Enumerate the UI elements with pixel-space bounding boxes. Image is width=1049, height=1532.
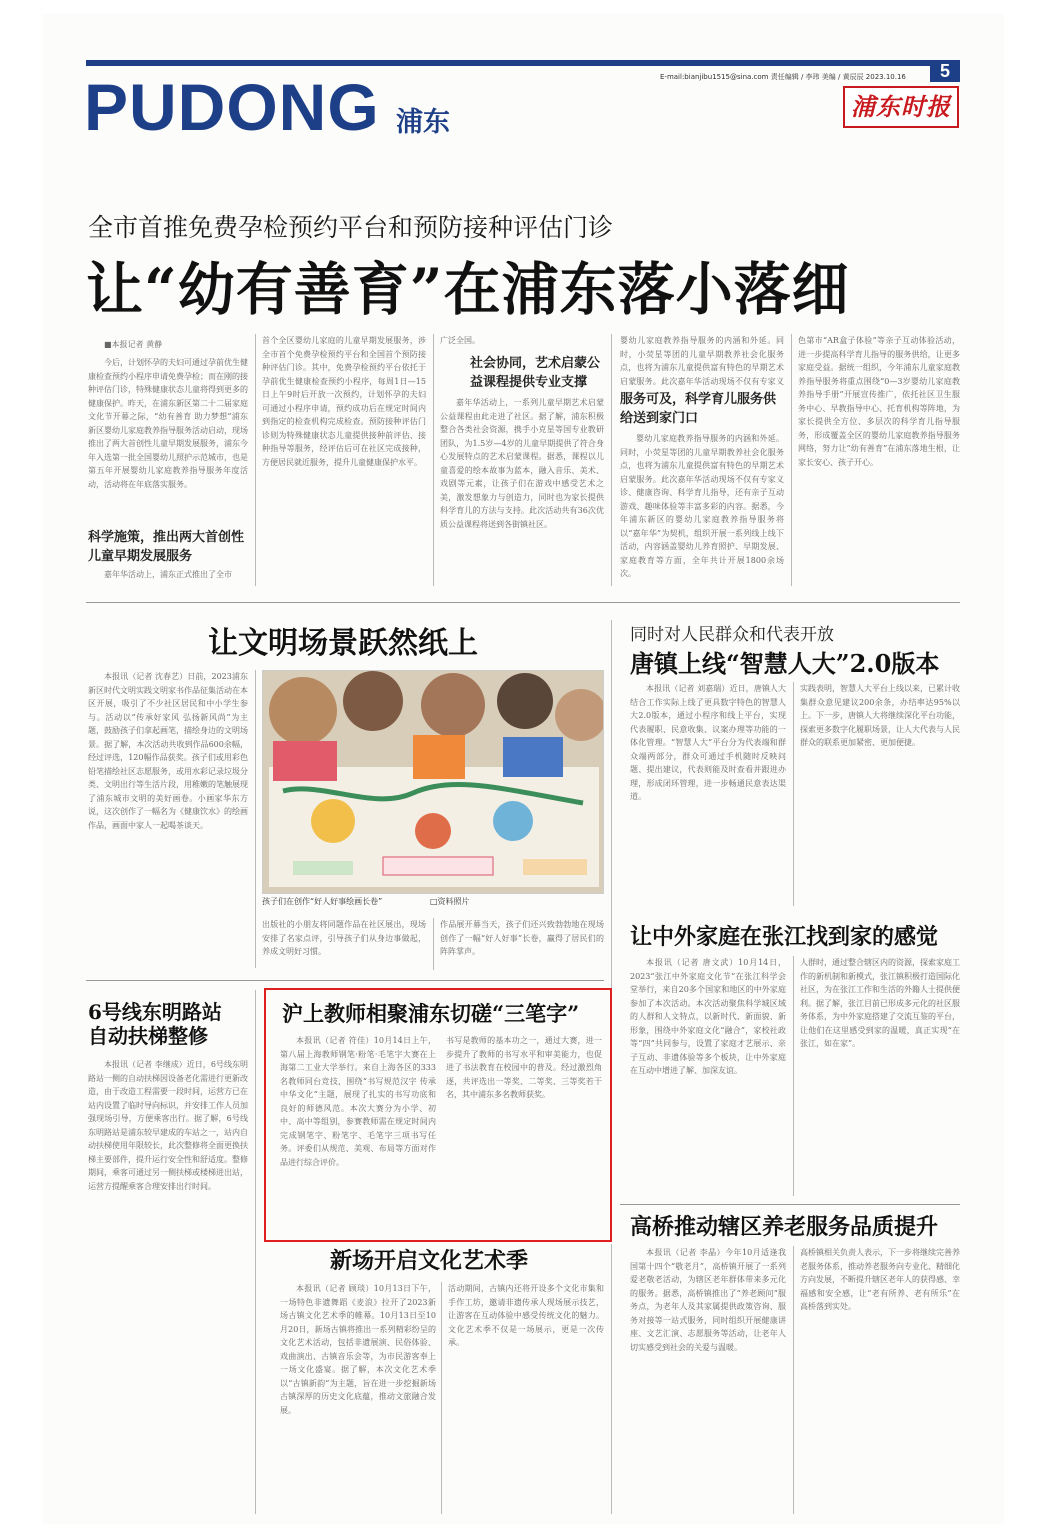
civilization-body: 本报讯（记者 沈春艺）日前，2023浦东新区时代文明实践文明家书作品征集活动在本区开展，吸引了不少社区居民和中小学生参与。活动以“传承好家风 弘扬新风尚”为主题，鼓励孩子们拿起画笔，描绘身边的文明场景。据了解，本次活动共收到作品600余幅，经过评选，120幅作品获奖。孩子们或用彩色铅笔描绘社区志愿服务，或用水彩记录垃圾分类、文明出行等生活片段，用稚嫩的笔触展现了浦东城市文明的美好画卷。小画家华东方说，这次创作了一幅名为《健康饮水》的绘画作品，画面中家人一起喝茶谈天。 (88, 672, 248, 830)
line6-headline-1: 6号线东明路站 (88, 1000, 222, 1024)
lead-subhead-2: 社会协同，艺术启蒙公益课程提供专业支撑 (470, 356, 601, 390)
xinchang-body: 本报讯（记者 顾琰）10月13日下午，一场特色非遗舞蹈《麦浪》拉开了2023新场古镇文化艺术季的帷幕。10月13日至10月20日，新场古镇将推出一系列精彩纷呈的文化艺术活动，包括非遗展演、民俗体验、戏曲演出、古镇音乐会等，为市民游客奉上一场文化盛宴。据了解，本次文化艺术季以“古镇新韵”为主题，旨在进一步挖掘新场古镇深厚的历史文化底蕴，推动文旅融合发展。 (280, 1284, 436, 1415)
section-divider (86, 602, 960, 603)
column-divider (793, 682, 794, 906)
teachers-headline: 沪上教师相聚浦东切磋“三笔字” (282, 1001, 580, 1026)
lead-col4: 婴幼儿家庭教养指导服务的内涵和外延。同时，小荧星等团的儿童早期教养社会化服务点，也将为浦东儿童提供富有特色的早期艺术启蒙服务。此次嘉年华活动现场不仅有专家义 (620, 336, 784, 386)
page-number: 5 (930, 60, 960, 82)
column-divider (255, 670, 256, 968)
column-divider (791, 334, 792, 586)
photo-illustration (263, 671, 604, 894)
xinchang-headline: 新场开启文化艺术季 (330, 1248, 529, 1274)
lead-col5: 色第市“AR盒子体验”等亲子互动体验活动，进一步提高科学育儿指导的服务供给，让更多家庭受益。据统一组织，今年浦东儿童家庭教养指导服务将重点围绕“0—3岁婴幼儿家庭教养指导手册”开展宣传推广，依托社区卫生服务中心、早教指导中心、托育机构等阵地，为家长提供全方位、多层次的科学育儿指导服务，形成覆盖全区的婴幼儿家庭教养指导服务网络，努力让“幼有善育”在浦东落地生根，让家长安心、孩子开心。 (798, 336, 960, 467)
photo-caption: 孩子们在创作“好人好事绘画长卷” (262, 897, 383, 906)
lead-col2: 首个全区婴幼儿家庭的儿童早期发展服务，涉全市首个免费孕检预约平台和全国首个预防接种评估门诊。其中，免费孕检预约平台依托于孕前优生健康检查预约小程序，每周1日—15日上午9时后开放一次预约，计划怀孕的夫妇可通过小程序申请，预约成功后在规定时间内到指定的检查机构完成检查。预防接种评估门诊则为特殊健康状态儿童提供接种前评估、接种指导等服务，经评估后可在社区完成接种，方便居民就近服务，提升儿童健康保护水平。 (262, 336, 426, 467)
lead-col1b: 嘉年华活动上，浦东正式推出了全市 (104, 570, 232, 579)
line6-headline-2: 自动扶梯整修 (88, 1024, 208, 1048)
column-divider (441, 1282, 442, 1514)
lead-col1: 今后，计划怀孕的夫妇可通过孕前优生健康检查预约小程序申请免费孕检；而在刚的接种评估门诊，特殊健康状态儿童将得到更多的健康保护。昨天，在浦东新区第二十二届家庭文化节开幕之际，“幼有善育 助力梦想”浦东新区婴幼儿家庭教养指导服务活动启动，现场推出了两大首创性儿童早期发展服务，浦东今年入选第一批全国婴幼儿照护示范城市，也是第五年开展婴幼儿家庭教养指导服务年度活动，活动将在年底落实服务。 (88, 358, 248, 489)
column-divider (255, 334, 256, 586)
column-divider (433, 334, 434, 586)
column-divider (793, 1246, 794, 1514)
photo-caption-row (262, 896, 604, 907)
elderly-headline: 高桥推动辖区养老服务品质提升 (630, 1214, 939, 1240)
teachers-body: 本报讯（记者 符佳）10月14日上午，第八届上海教师钢笔·粉笔·毛笔字大赛在上海第二工业大学举行。来自上海各区的333名教师同台竞技，围绕“书写规范汉字 传承中华文化”主题，展现了扎实的书写功底和良好的师德风范。本次大赛分为小学、初中、高中等组别，参赛教师需在规定时间内完成钢笔字、粉笔字、毛笔字三项书写任务。评委们从规范、美观、布局等方面对作品进行综合评价。 (280, 1036, 436, 1167)
section-divider (86, 980, 604, 981)
zhangjiang-body2: 人群时，通过整合辖区内的资源，探索家庭工作的新机制和新模式，张江镇积极打造国际化社区，为在张江工作和生活的外籍人士提供便利。据了解，张江目前已形成多元化的社区服务体系，为中外家庭搭建了交流互鉴的平台，让他们在这里感受到家的温暖，真正实现“在张江，如在家”。 (800, 958, 960, 1048)
lead-headline: 让“幼有善育”在浦东落小落细 (86, 256, 850, 323)
teachers-body2: 书写是教师的基本功之一，通过大赛，进一步提升了教师的书写水平和审美能力，也促进了书法教育在校园中的普及。经过激烈角逐，共评选出一等奖、二等奖、三等奖若干名，其中浦东多名教师获奖。 (446, 1036, 602, 1099)
lead-subhead-1: 科学施策，推出两大首创性儿童早期发展服务 (88, 530, 245, 564)
elderly-body: 本报讯（记者 李晶）今年10月适逢我国第十四个“敬老月”，高桥镇开展了一系列爱老敬老活动，为辖区老年群体带来多元化的服务。据悉，高桥镇推出了“养老顾问”服务点，为老年人及其家属提供政策咨询、服务对接等一站式服务，同时组织开展健康讲座、文艺汇演、志愿服务等活动，让老年人切实感受到社会的关爱与温暖。 (630, 1248, 786, 1352)
column-divider (433, 918, 434, 970)
column-divider (611, 1244, 612, 1514)
masthead-rule (86, 60, 960, 66)
column-divider (611, 334, 612, 586)
elderly-body2: 高桥镇相关负责人表示，下一步将继续完善养老服务体系，推动养老服务向专业化、精细化方向发展，不断提升辖区老年人的获得感、幸福感和安全感，让“老有所养、老有所乐”在高桥落到实处。 (800, 1248, 960, 1311)
lead-col4b: 婴幼儿家庭教养指导服务的内涵和外延。同时，小荧星等团的儿童早期教养社会化服务点，也将为浦东儿童提供富有特色的早期艺术启蒙服务。此次嘉年华活动现场不仅有专家义诊、健康咨询、科学育儿指导，还有亲子互动游戏、趣味体验等丰富多彩的内容。据悉，今年浦东新区的婴幼儿家庭教养指导服务将以“嘉年华”为契机，组织开展一系列线上线下活动，内容涵盖婴幼儿养育照护、早期发展、家庭教育等方面，全年共计开展1800余场次。 (620, 434, 784, 578)
column-divider (255, 990, 256, 1514)
lead-col3: 嘉年华活动上，一系列儿童早期艺术启蒙公益课程由此走进了社区。据了解，浦东积极整合各类社会资源，携手小克星等国专业教研团队，为1.5岁—4岁的儿童早期提供了符合身心发展特点的艺术启蒙课程。据悉，课程以儿童喜爱的绘本故事为蓝本，融入音乐、美术、戏剧等元素，让孩子们在游戏中感受艺术之美，激发想象力与创造力，同时也为家长提供科学育儿的方法与支持。此次活动共有36次优质公益课程将送到各街镇社区。 (440, 398, 604, 529)
civilization-headline: 让文明场景跃然纸上 (208, 626, 478, 661)
brand-title: PUDONG (84, 70, 380, 144)
zhihui-headline: 唐镇上线“智慧人大”2.0版本 (630, 649, 940, 678)
lead-byline: ■本报记者 黄静 (104, 340, 163, 349)
civilization-body3: 作品展开幕当天，孩子们还兴致勃勃地在现场创作了一幅“好人好事”长卷，赢得了居民们的阵阵掌声。 (440, 920, 604, 956)
page-meta: E-mail:bianjibu1515@sina.com 责任编辑 / 李玮 美编 / 黄辰辰 2023.10.16 (660, 73, 906, 81)
section-divider (620, 1204, 960, 1205)
zhihui-body2: 实践表明，智慧人大平台上线以来，已累计收集群众意见建议200余条，办结率达95%以上。下一步，唐镇人大将继续深化平台功能，探索更多数字化履职场景，让人大代表与人民群众的联系更加紧密、更加便捷。 (800, 684, 960, 747)
column-divider (793, 956, 794, 1196)
lead-col3-top: 广泛全国。 (440, 336, 480, 345)
children-drawing-photo (262, 670, 604, 894)
xinchang-body2: 活动期间，古镇内还将开设多个文化市集和手作工坊，邀请非遗传承人现场展示技艺，让游客在互动体验中感受传统文化的魅力。文化艺术季不仅是一场展示，更是一次传承。 (448, 1284, 604, 1347)
photo-credit: □资料照片 (430, 897, 470, 906)
brand-title-cn: 浦东 (396, 107, 450, 138)
zhangjiang-body: 本报讯（记者 唐文武）10月14日，2023“张江中外家庭文化节”在张江科学会堂举行，来自20多个国家和地区的中外家庭参加了本次活动。本次活动聚焦科学城区域的人群和人文特点，以新时代、新面貌、新形象，围绕中外家庭文化“融合”，家校社政等“四”共同参与，设置了家庭才艺展示、亲子互动、非遗体验等多个板块，让中外家庭在互动中增进了解、加深友谊。 (630, 958, 786, 1075)
line6-body: 本报讯（记者 李继成）近日，6号线东明路站一侧的自动扶梯因设备老化需进行更新改造，由于改造工程需要一段时间，运营方已在站内设置了临时导向标识，并安排工作人员加强现场引导，方便乘客出行。据了解，6号线东明路站是浦东较早建成的车站之一，站内自动扶梯使用年限较长，此次整修将全面更换扶梯主要部件，提升运行安全性和舒适度。整修期间，乘客可通过另一侧扶梯或楼梯进出站，运营方提醒乘客合理安排出行时间。 (88, 1060, 248, 1191)
lead-subhead-3: 服务可及，科学育儿服务供给送到家门口 (620, 392, 777, 426)
zhihui-kicker: 同时对人民群众和代表开放 (630, 625, 834, 645)
lead-kicker: 全市首推免费孕检预约平台和预防接种评估门诊 (88, 213, 614, 242)
zhihui-body: 本报讯（记者 刘嘉瑞）近日，唐镇人大结合工作实际上线了更具数字特色的智慧人大2.0版本，通过小程序和线上平台，实现代表履职、民意收集、议案办理等功能的一体化管理。“智慧人大”平台分为代表端和群众端两部分，群众可通过手机随时反映问题、提出建议，代表则能及时查看并跟进办理，形成闭环管理，进一步畅通民意表达渠道。 (630, 684, 786, 801)
civilization-body2: 出版社的小朋友将同题作品在社区展出，现场安排了名家点评，引导孩子们从身边事做起，养成文明好习惯。 (262, 920, 426, 956)
zhangjiang-headline: 让中外家庭在张江找到家的感觉 (630, 924, 939, 950)
newspaper-logo: 浦东时报 (843, 86, 959, 128)
